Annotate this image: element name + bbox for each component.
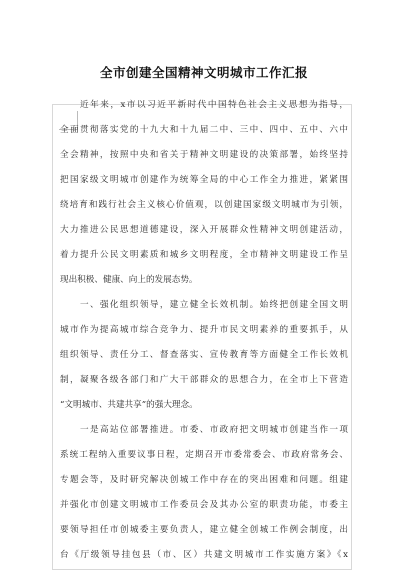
body-line: 现出积极、健康、向上的发展态势。 (60, 275, 198, 285)
body-line: 专题会等，及时研究解决创城工作中存在的突出困难和问题。组建 (60, 475, 348, 485)
body-line: 把国家级文明城市创建作为统筹全局的中心工作全力推进，紧紧围 (60, 175, 348, 185)
body-line: 一是高站位部署推进。市委、市政府把文明城市创建当作一项 (80, 425, 348, 435)
body-line: “文明城市、共建共享”的强大理念。 (60, 400, 198, 410)
document-title: 全市创建全国精神文明城市工作汇报 (99, 65, 308, 80)
body-line: 要领导担任市创城委主要负责人，建立健全创城工作例会制度，出 (60, 525, 348, 535)
body-line: 着力提升公民文明素质和城乡文明程度，全市精神文明建设工作呈 (60, 250, 348, 260)
body-line: 并强化市创建文明城市工作委员会及其办公室的职责功能，市委主 (60, 500, 348, 510)
body-line: 制，凝聚各级各部门和广大干部群众的思想合力，在全市上下营造 (60, 375, 348, 385)
body-line: 全会精神，按照中央和省关于精神文明建设的决策部署，始终坚持 (60, 150, 348, 160)
body-line: 城市作为提高城市综合竞争力、提升市民文明素养的重要抓手，从 (60, 325, 348, 335)
body-line: 全面贯彻落实党的十九大和十九届二中、三中、四中、五中、六中 (60, 125, 348, 135)
body-line: 台《厅级领导挂包县（市、区）共建文明城市工作实施方案》《x (60, 550, 348, 560)
body-line: 一、强化组织领导，建立健全长效机制。始终把创建全国文明 (80, 300, 348, 310)
body-line: 大力推进公民思想道德建设，深入开展群众性精神文明创建活动， (60, 225, 348, 235)
body-line: 系统工程纳入重要议事日程，定期召开市委常委会、市政府常务会、 (60, 450, 348, 460)
body-line: 组织领导、责任分工、督查落实、宣传教育等方面健全工作长效机 (60, 350, 348, 360)
body-line: 绕培育和践行社会主义核心价值观，以创建国家级文明城市为引领， (60, 200, 348, 210)
body-line: 近年来，x市以习近平新时代中国特色社会主义思想为指导， (80, 100, 348, 110)
